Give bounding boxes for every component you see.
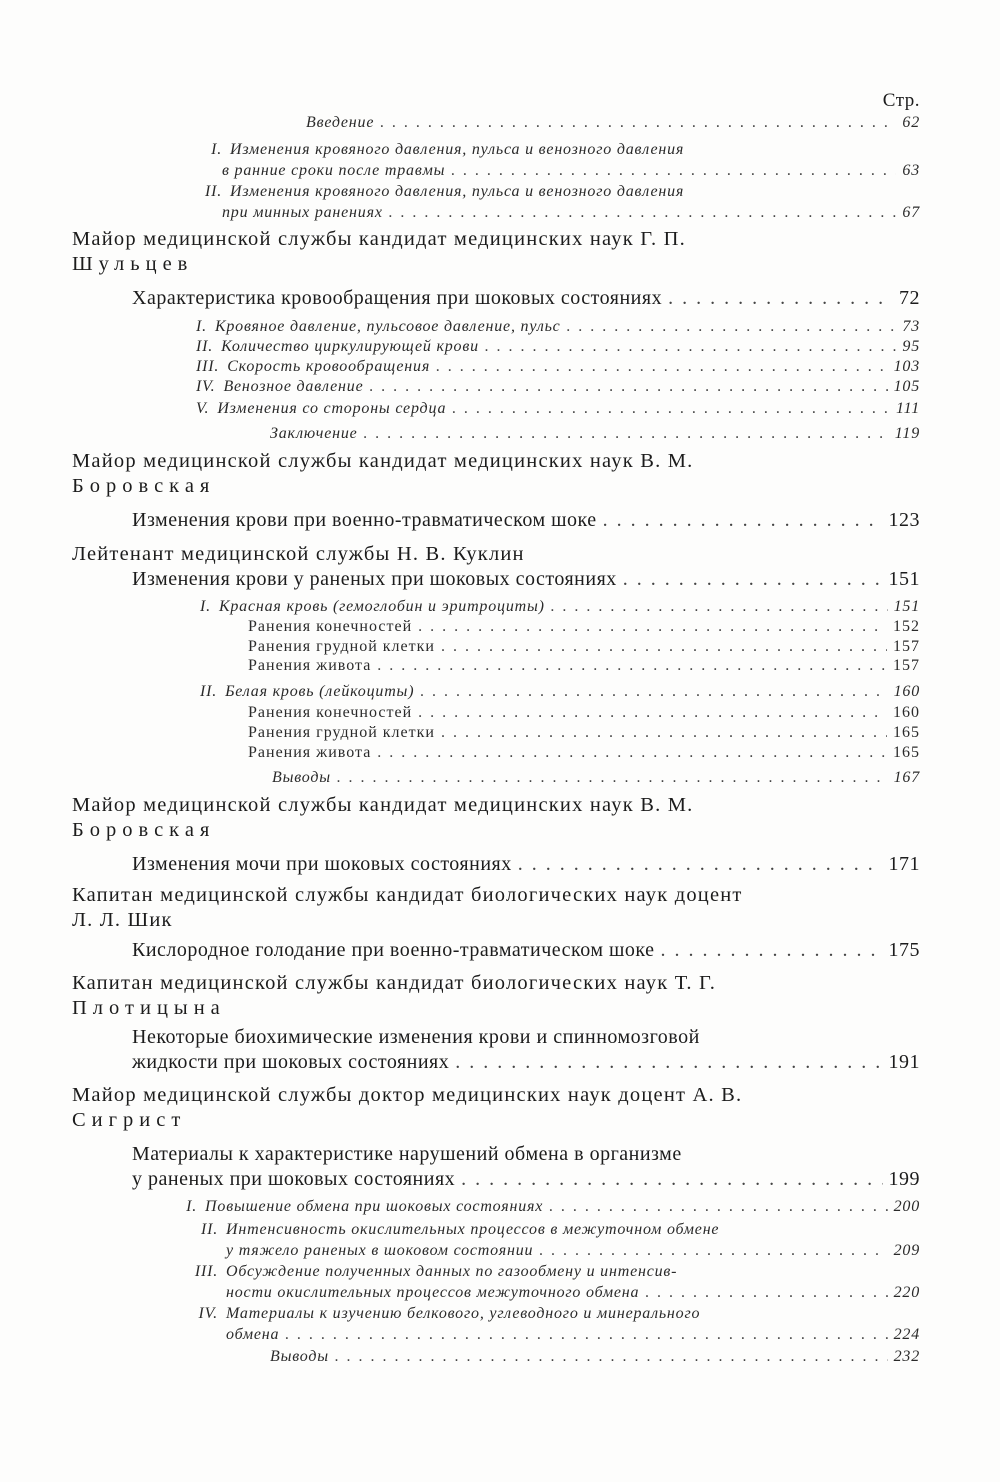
entry-number: II. — [200, 683, 218, 700]
entry-number: II. — [204, 183, 222, 200]
toc-entry-c3-i-abdomen — [248, 657, 920, 675]
entry-title: Введение — [306, 114, 375, 131]
entry-number: II. — [196, 338, 214, 355]
page-number: 111 — [895, 400, 920, 417]
page-number: 152 — [893, 618, 920, 635]
toc-chapter-biochem — [132, 1025, 920, 1075]
leader-dots — [518, 853, 883, 876]
toc-chapter-urine — [132, 853, 920, 876]
toc-entry-s1-ii — [196, 181, 920, 223]
author-borovskaya-2 — [72, 793, 920, 843]
leader-dots — [380, 114, 896, 132]
entry-title-line1: Некоторые биохимические изменения крови и спинномозговой — [132, 1026, 700, 1048]
page-number: 123 — [888, 509, 920, 531]
entry-title-line1: Материалы к изучению белкового, углеводного и минерального — [226, 1305, 701, 1322]
leader-dots — [549, 1198, 887, 1216]
entry-title: Кислородное голодание при военно-травматическом шоке — [132, 939, 655, 961]
toc-entry-c3-i-limbs — [248, 618, 920, 636]
page-number: 167 — [893, 769, 920, 786]
leader-dots — [485, 338, 897, 356]
author-line1: Капитан медицинской службы кандидат биологических наук доцент — [72, 884, 743, 906]
leader-dots — [551, 598, 888, 616]
toc-entry-c3-ii-chest — [248, 724, 920, 742]
entry-title-line2: в ранние сроки после травмы — [222, 162, 446, 179]
leader-dots — [567, 318, 897, 336]
toc-entry-c1-iv — [196, 378, 920, 396]
leader-dots — [337, 769, 888, 787]
leader-dots — [370, 378, 888, 396]
author-shultsev — [72, 227, 920, 277]
leader-dots — [539, 1240, 887, 1261]
toc-entry-c1-iii — [196, 358, 920, 376]
page-number: 95 — [902, 338, 920, 355]
leader-dots — [452, 400, 890, 418]
entry-number: I. — [200, 598, 211, 615]
author-line1: Капитан медицинской службы кандидат биологических наук Т. Г. — [72, 972, 717, 994]
entry-title: Ранения конечностей — [248, 704, 413, 721]
toc-chapter-circulation — [132, 287, 920, 310]
toc-entry-c1-i — [196, 318, 920, 336]
entry-number: I. — [186, 1198, 198, 1215]
entry-number: IV. — [198, 1305, 218, 1322]
entry-title: Венозное давление — [223, 378, 364, 395]
entry-title: Заключение — [270, 425, 358, 442]
leader-dots — [660, 939, 882, 962]
leader-dots — [377, 657, 887, 675]
author-line1: Майор медицинской службы кандидат медицинских наук Г. П. — [72, 228, 686, 250]
toc-entry-intro — [306, 114, 920, 132]
page-number: 62 — [902, 114, 920, 131]
author-line2: Л. Л. Шик — [72, 909, 173, 931]
entry-title: Выводы — [272, 769, 331, 786]
entry-title: Изменения крови у раненых при шоковых состояниях — [132, 568, 617, 590]
page-number: 73 — [902, 318, 920, 335]
author-line2: Боровская — [72, 475, 216, 497]
entry-title: Скорость кровообращения — [227, 358, 431, 375]
entry-title: Ранения конечностей — [248, 618, 413, 635]
leader-dots — [455, 1050, 882, 1075]
page-number: 165 — [893, 724, 920, 741]
page-number: 220 — [893, 1284, 920, 1301]
entry-number: IV. — [196, 378, 216, 395]
entry-title-line1: Обсуждение полученных данных по газообмену и интенсив- — [226, 1263, 678, 1280]
leader-dots — [441, 638, 887, 656]
entry-number: III. — [194, 1263, 218, 1280]
page-number: 175 — [888, 939, 920, 961]
author-shik — [72, 883, 920, 933]
leader-dots — [377, 744, 887, 762]
entry-number: V. — [196, 400, 210, 417]
entry-title: Изменения мочи при шоковых состояниях — [132, 853, 512, 875]
page-number: 160 — [893, 683, 920, 700]
entry-title: Ранения живота — [248, 744, 372, 761]
toc-entry-c7-conclusion — [270, 1348, 920, 1366]
toc-entry-c3-ii-limbs — [248, 704, 920, 722]
leader-dots — [389, 202, 897, 223]
leader-dots — [418, 704, 887, 722]
entry-title-line1: Материалы к характеристике нарушений обмена в организме — [132, 1143, 682, 1165]
entry-title: Повышение обмена при шоковых состояниях — [205, 1198, 544, 1215]
entry-title: Кровяное давление, пульсовое давление, пульс — [214, 318, 561, 335]
author-line2: Сигрист — [72, 1109, 187, 1131]
leader-dots — [451, 160, 896, 181]
toc-chapter-blood-shock — [132, 509, 920, 532]
leader-dots — [603, 509, 883, 532]
entry-title: Белая кровь (лейкоциты) — [225, 683, 415, 700]
entry-title-line2: при минных ранениях — [222, 204, 383, 221]
toc-entry-c3-conclusion — [272, 769, 920, 787]
author-line1: Майор медицинской службы кандидат медицинских наук В. М. — [72, 794, 694, 816]
entry-title-line1: Интенсивность окислительных процессов в межуточном обмене — [226, 1221, 720, 1238]
author-line1: Майор медицинской службы кандидат медицинских наук В. М. — [72, 450, 694, 472]
entry-number: II. — [200, 1221, 218, 1238]
entry-title: Ранения грудной клетки — [248, 638, 435, 655]
toc-entry-c1-v — [196, 400, 920, 418]
leader-dots — [418, 618, 887, 636]
toc-entry-c3-i — [200, 598, 920, 616]
entry-title: Ранения грудной клетки — [248, 724, 435, 741]
page-number: 157 — [893, 638, 920, 655]
entry-title-line2: жидкости при шоковых состояниях — [132, 1051, 450, 1073]
toc-entry-c3-ii-abdomen — [248, 744, 920, 762]
toc-chapter-metabolism — [132, 1142, 920, 1192]
entry-title: Красная кровь (гемоглобин и эритроциты) — [218, 598, 545, 615]
toc-entry-c7-iii — [184, 1261, 920, 1303]
entry-title-line2: обмена — [226, 1326, 280, 1343]
leader-dots — [364, 425, 889, 443]
page-number: 157 — [893, 657, 920, 674]
page-number: 191 — [888, 1051, 920, 1073]
toc-entry-c3-i-chest — [248, 638, 920, 656]
toc-entry-s1-i — [196, 139, 920, 181]
entry-title-line2: у тяжело раненых в шоковом состоянии — [226, 1242, 534, 1259]
entry-number: I. — [211, 141, 222, 158]
author-line1: Майор медицинской службы доктор медицинских наук доцент А. В. — [72, 1084, 743, 1106]
page-number: 119 — [894, 425, 920, 442]
page-number: 160 — [893, 704, 920, 721]
entry-number: III. — [196, 358, 220, 375]
author-line1: Лейтенант медицинской службы Н. В. Куклин — [72, 543, 525, 565]
author-sigrist — [72, 1083, 920, 1133]
page-number: 232 — [893, 1348, 920, 1365]
leader-dots — [436, 358, 888, 376]
page-column-label: Стр. — [882, 90, 920, 111]
author-kuklin — [72, 542, 920, 567]
page-number: 165 — [893, 744, 920, 761]
leader-dots — [285, 1324, 887, 1345]
author-line2: Плотицына — [72, 997, 226, 1019]
leader-dots — [335, 1348, 888, 1366]
page-number: 67 — [902, 204, 920, 221]
page-number: 103 — [893, 358, 920, 375]
leader-dots — [441, 724, 887, 742]
entry-title: Изменения со стороны сердца — [217, 400, 447, 417]
entry-title: Количество циркулирующей крови — [221, 338, 479, 355]
toc-entry-c7-iv — [184, 1303, 920, 1345]
toc-entry-c3-ii — [200, 683, 920, 701]
toc-entry-c7-ii — [184, 1219, 920, 1261]
toc-entry-c1-conclusion — [270, 425, 920, 443]
page-number: 209 — [893, 1242, 920, 1259]
toc-chapter-hypoxia — [132, 939, 920, 962]
author-line2: Шульцев — [72, 253, 194, 275]
page-number: 151 — [888, 568, 920, 590]
entry-title: Характеристика кровообращения при шоковых состояниях — [132, 287, 663, 309]
entry-number: I. — [196, 318, 207, 335]
page-number: 72 — [899, 287, 920, 309]
page-number: 171 — [888, 853, 920, 875]
leader-dots — [623, 568, 883, 591]
author-plotitsyna — [72, 971, 920, 1021]
entry-title: Ранения живота — [248, 657, 372, 674]
author-line2: Боровская — [72, 819, 216, 841]
page-number: 105 — [893, 378, 920, 395]
entry-title-line1: Изменения кровяного давления, пульса и венозного давления — [230, 183, 685, 200]
entry-title: Изменения крови при военно-травматическом шоке — [132, 509, 597, 531]
entry-title-line2: ности окислительных процессов межуточного обмена — [226, 1284, 640, 1301]
page-number: 199 — [888, 1168, 920, 1190]
page-number: 224 — [893, 1326, 920, 1343]
author-borovskaya-1 — [72, 449, 920, 499]
entry-title-line2: у раненых при шоковых состояниях — [132, 1168, 456, 1190]
leader-dots — [420, 683, 887, 701]
entry-title: Выводы — [270, 1348, 329, 1365]
toc-entry-c1-ii — [196, 338, 920, 356]
page-number: 63 — [902, 162, 920, 179]
page-number: 200 — [893, 1198, 920, 1215]
leader-dots — [645, 1282, 887, 1303]
page-number: 151 — [893, 598, 920, 615]
leader-dots — [668, 287, 893, 310]
toc-entry-c7-i — [184, 1198, 920, 1216]
entry-title-line1: Изменения кровяного давления, пульса и венозного давления — [230, 141, 685, 158]
toc-chapter-blood-wounded — [132, 568, 920, 591]
leader-dots — [461, 1167, 882, 1192]
